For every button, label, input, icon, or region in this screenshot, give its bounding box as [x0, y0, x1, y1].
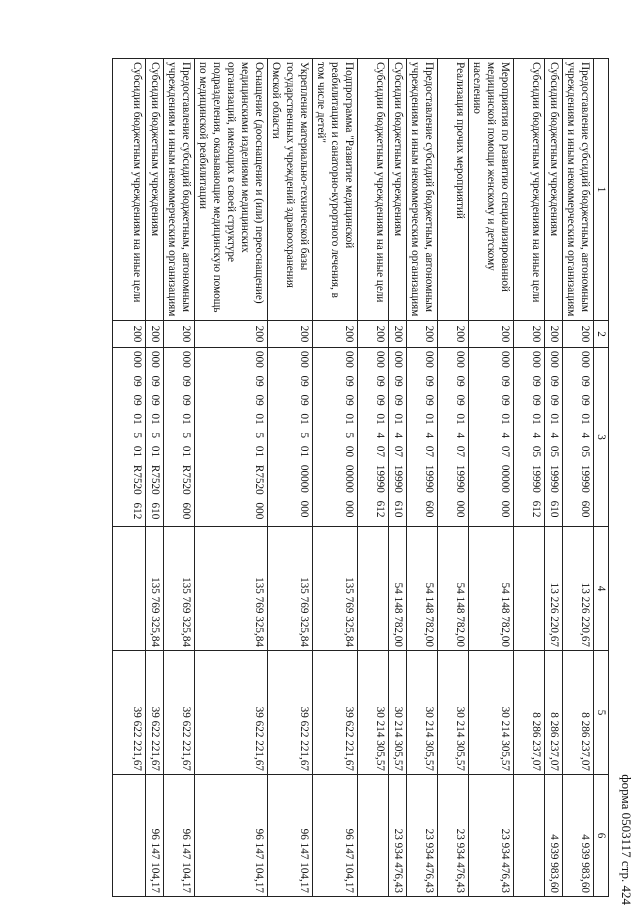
table-header-row [594, 59, 609, 897]
remaining-amount: 23 934 476,43 [389, 775, 407, 897]
remaining-amount: 23 934 476,43 [407, 775, 438, 897]
line-code: 200 [358, 321, 389, 348]
table-row [545, 59, 563, 897]
remaining-amount: 96 147 104,17 [195, 775, 268, 897]
budget-code: 000 09 09 01 5 01 R7520 000 [195, 348, 268, 527]
line-code: 200 [514, 321, 545, 348]
executed-amount: 30 214 305,57 [389, 651, 407, 775]
executed-amount: 39 622 221,67 [195, 651, 268, 775]
executed-amount: 30 214 305,57 [407, 651, 438, 775]
remaining-amount: 4 939 983,60 [545, 775, 563, 897]
remaining-amount: 23 934 476,43 [469, 775, 514, 897]
table-row [514, 59, 545, 897]
approved-amount [113, 527, 146, 651]
executed-amount: 39 622 221,67 [313, 651, 358, 775]
executed-amount: 30 214 305,57 [438, 651, 469, 775]
row-name: Предоставление субсидий бюджетным, автономным учреждениям и иным некоммерческим организациям [407, 59, 438, 321]
budget-code: 000 09 09 01 5 01 00000 000 [268, 348, 313, 527]
approved-amount: 13 226 220,67 [545, 527, 563, 651]
row-name: Оснащение (дооснащение и (или) переоснащение) медицинскими изделиями медицинских организаций, имеющих в своей структуре подразделения, оказывающие медицинскую помощь по медицинской реабилитации [195, 59, 268, 321]
line-code: 200 [268, 321, 313, 348]
budget-code: 000 09 09 01 5 01 R7520 610 [146, 348, 164, 527]
budget-code: 000 09 09 01 4 05 19990 610 [545, 348, 563, 527]
approved-amount: 54 148 782,00 [407, 527, 438, 651]
budget-code: 000 09 09 01 4 07 19990 610 [389, 348, 407, 527]
row-name: Субсидии бюджетным учреждениям на иные цели [358, 59, 389, 321]
approved-amount: 135 769 325,84 [195, 527, 268, 651]
line-code: 200 [563, 321, 594, 348]
row-name: Субсидии бюджетным учреждениям [146, 59, 164, 321]
line-code: 200 [389, 321, 407, 348]
column-header: 1 [594, 59, 609, 321]
row-name: Субсидии бюджетным учреждениям на иные цели [113, 59, 146, 321]
approved-amount [514, 527, 545, 651]
row-name: Мероприятия по развитию специализированной медицинской помощи женскому и детскому населению [469, 59, 514, 321]
table-row [358, 59, 389, 897]
column-header: 4 [594, 527, 609, 651]
budget-code: 000 09 09 01 4 05 19990 612 [514, 348, 545, 527]
row-name: Субсидии бюджетным учреждениям на иные цели [514, 59, 545, 321]
line-code: 200 [438, 321, 469, 348]
remaining-amount: 23 934 476,43 [438, 775, 469, 897]
row-name: Укрепление материально-технической базы государственных учреждений здравоохранения Омской области [268, 59, 313, 321]
line-code: 200 [146, 321, 164, 348]
table-row [195, 59, 268, 897]
executed-amount: 39 622 221,67 [164, 651, 195, 775]
line-code: 200 [164, 321, 195, 348]
budget-code: 000 09 09 01 4 07 19990 600 [407, 348, 438, 527]
table-row [164, 59, 195, 897]
line-code: 200 [469, 321, 514, 348]
line-code: 200 [195, 321, 268, 348]
table-row [146, 59, 164, 897]
approved-amount: 135 769 325,84 [146, 527, 164, 651]
executed-amount: 8 286 237,07 [563, 651, 594, 775]
remaining-amount [358, 775, 389, 897]
row-name: Субсидии бюджетным учреждениям [545, 59, 563, 321]
executed-amount: 8 286 237,07 [514, 651, 545, 775]
line-code: 200 [113, 321, 146, 348]
column-header: 2 [594, 321, 609, 348]
column-header: 5 [594, 651, 609, 775]
approved-amount: 135 769 325,84 [164, 527, 195, 651]
approved-amount: 135 769 325,84 [268, 527, 313, 651]
row-name: Реализация прочих мероприятий [438, 59, 469, 321]
budget-code: 000 09 09 01 5 00 00000 000 [313, 348, 358, 527]
approved-amount: 54 148 782,00 [389, 527, 407, 651]
approved-amount [358, 527, 389, 651]
table-row [407, 59, 438, 897]
row-name: Предоставление субсидий бюджетным, автономным учреждениям и иным некоммерческим организациям [563, 59, 594, 321]
approved-amount: 54 148 782,00 [438, 527, 469, 651]
executed-amount: 8 286 237,07 [545, 651, 563, 775]
row-name: Подпрограмма "Развитие медицинской реабилитации и санаторно-курортного лечения, в том числе детей" [313, 59, 358, 321]
line-code: 200 [313, 321, 358, 348]
table-row [113, 59, 146, 897]
row-name: Предоставление субсидий бюджетным, автономным учреждениям и иным некоммерческим организациям [164, 59, 195, 321]
remaining-amount: 4 939 983,60 [563, 775, 594, 897]
approved-amount: 135 769 325,84 [313, 527, 358, 651]
budget-code: 000 09 09 01 5 01 R7520 612 [113, 348, 146, 527]
budget-code: 000 09 09 01 4 07 00000 000 [469, 348, 514, 527]
column-header: 6 [594, 775, 609, 897]
table-row [389, 59, 407, 897]
row-name: Субсидии бюджетным учреждениям [389, 59, 407, 321]
remaining-amount: 96 147 104,17 [268, 775, 313, 897]
budget-code: 000 09 09 01 4 07 19990 000 [438, 348, 469, 527]
executed-amount: 30 214 305,57 [358, 651, 389, 775]
approved-amount: 54 148 782,00 [469, 527, 514, 651]
column-header: 3 [594, 348, 609, 527]
executed-amount: 39 622 221,67 [146, 651, 164, 775]
budget-table [112, 58, 609, 897]
form-header: форма 0503117 стр. 424 [619, 774, 634, 905]
table-row [469, 59, 514, 897]
approved-amount: 13 226 220,67 [563, 527, 594, 651]
budget-code: 000 09 09 01 5 01 R7520 600 [164, 348, 195, 527]
table-row [563, 59, 594, 897]
remaining-amount: 96 147 104,17 [164, 775, 195, 897]
line-code: 200 [545, 321, 563, 348]
table-row [313, 59, 358, 897]
executed-amount: 30 214 305,57 [469, 651, 514, 775]
table-row [268, 59, 313, 897]
remaining-amount: 96 147 104,17 [146, 775, 164, 897]
remaining-amount: 96 147 104,17 [313, 775, 358, 897]
executed-amount: 39 622 221,67 [113, 651, 146, 775]
remaining-amount [113, 775, 146, 897]
budget-code: 000 09 09 01 4 07 19990 612 [358, 348, 389, 527]
table-row [438, 59, 469, 897]
remaining-amount [514, 775, 545, 897]
line-code: 200 [407, 321, 438, 348]
executed-amount: 39 622 221,67 [268, 651, 313, 775]
budget-code: 000 09 09 01 4 05 19990 600 [563, 348, 594, 527]
